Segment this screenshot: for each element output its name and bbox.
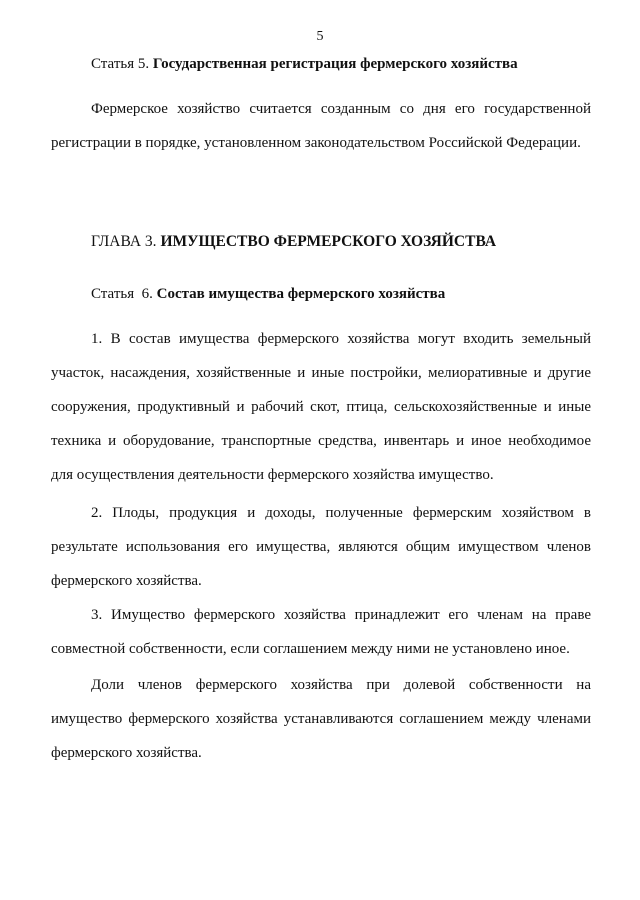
article-6-paragraph-4: Доли членов фермерского хозяйства при долевой собственности на имущество фермерского хозяйства устанавливаются соглашением между членами фермерского хозяйства.	[51, 677, 591, 761]
article-5-title: Государственная регистрация фермерского хозяйства	[152, 56, 518, 72]
article-6-title: Состав имущества фермерского хозяйства	[156, 286, 446, 302]
chapter-3-title: ИМУЩЕСТВО ФЕРМЕРСКОГО ХОЗЯЙСТВА	[160, 233, 497, 250]
article-5-prefix: Статья 5.	[91, 56, 153, 72]
chapter-3-heading	[91, 232, 496, 252]
chapter-3-prefix: ГЛАВА 3.	[91, 233, 161, 250]
page-number: 5	[316, 29, 324, 44]
article-6-paragraph-1: 1. В состав имущества фермерского хозяйства могут входить земельный участок, насаждения, хозяйственные и иные постройки, мелиоративные и другие сооружения, продуктивный и рабочий скот, птица, сельскохозяйственные и иные техника и оборудование, транспортные средства, инвентарь и иное необходимое для осуществления деятельности фермерского хозяйства имущество.	[51, 331, 591, 483]
article-6-paragraph-2: 2. Плоды, продукция и доходы, полученные фермерским хозяйством в результате использования его имущества, являются общим имуществом членов фермерского хозяйства.	[51, 505, 591, 589]
article-5-heading	[91, 54, 518, 74]
article-6-prefix: Статья 6.	[91, 286, 157, 302]
article-5-text: Фермерское хозяйство считается созданным со дня его государственной регистрации в порядке, установленном законодательством Российской Федерации.	[51, 101, 591, 151]
article-6-heading	[91, 284, 445, 304]
article-6-paragraph-3: 3. Имущество фермерского хозяйства принадлежит его членам на праве совместной собственности, если соглашением между ними не установлено иное.	[51, 607, 591, 657]
